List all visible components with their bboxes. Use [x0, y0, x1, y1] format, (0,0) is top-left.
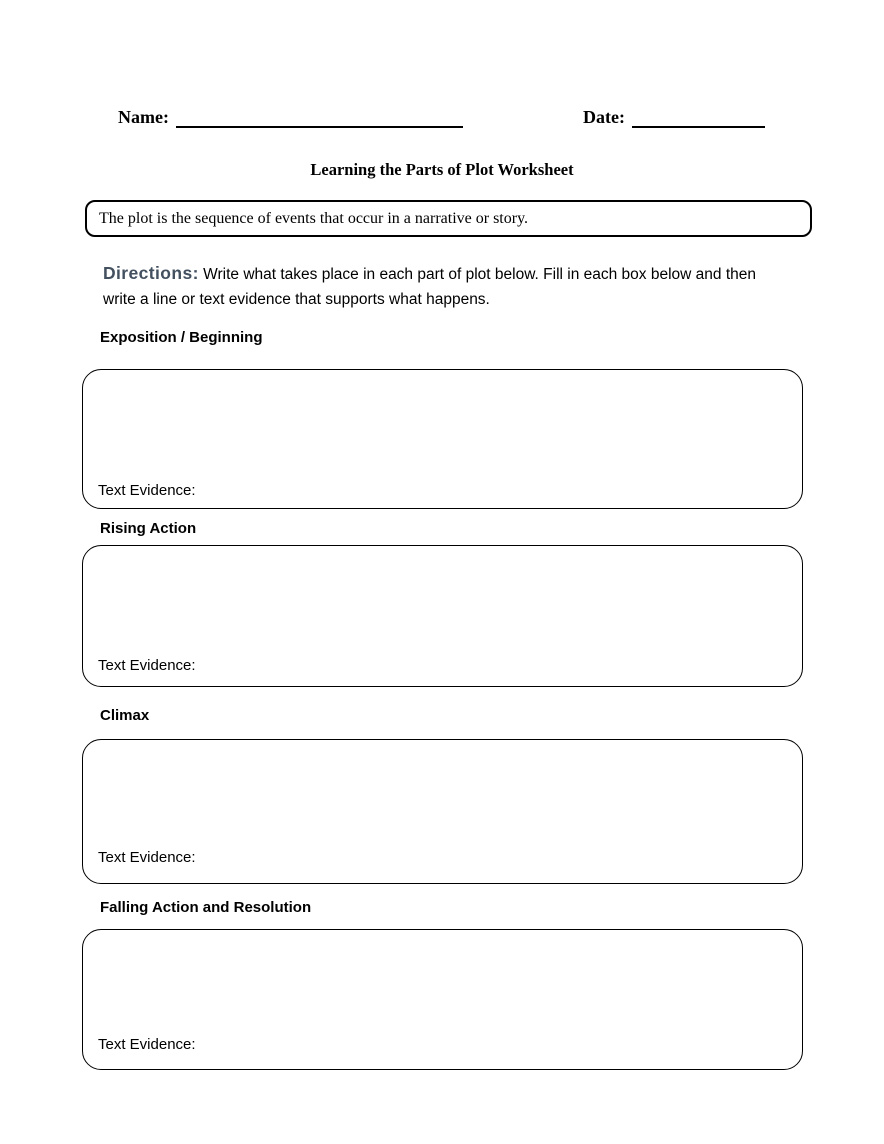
date-line[interactable] — [632, 107, 765, 128]
exposition-answer-box[interactable] — [82, 369, 803, 509]
text-evidence-label: Text Evidence: — [98, 482, 196, 499]
name-line[interactable] — [176, 107, 463, 128]
page-title: Learning the Parts of Plot Worksheet — [310, 160, 574, 179]
section-label-falling-action: Falling Action and Resolution — [100, 899, 312, 916]
text-evidence-label: Text Evidence: — [98, 657, 196, 674]
date-field — [583, 107, 765, 128]
directions-label: Directions: — [103, 263, 199, 283]
directions — [103, 261, 775, 312]
section-label-climax: Climax — [100, 707, 150, 724]
falling-action-answer-box[interactable] — [82, 929, 803, 1070]
section-label-exposition: Exposition / Beginning — [100, 329, 263, 346]
definition-text: The plot is the sequence of events that occur in a narrative or story. — [99, 209, 529, 227]
section-label-rising-action: Rising Action — [100, 520, 197, 537]
climax-answer-box[interactable] — [82, 739, 803, 884]
name-field — [118, 107, 463, 128]
definition-box — [85, 200, 812, 237]
rising-action-answer-box[interactable] — [82, 545, 803, 687]
text-evidence-label: Text Evidence: — [98, 849, 196, 866]
date-label: Date: — [583, 107, 625, 127]
text-evidence-label: Text Evidence: — [98, 1036, 196, 1053]
name-label: Name: — [118, 107, 169, 127]
directions-text: Write what takes place in each part of plot below. Fill in each box below and then write a line or text evidence that supports what happens. — [103, 266, 756, 308]
